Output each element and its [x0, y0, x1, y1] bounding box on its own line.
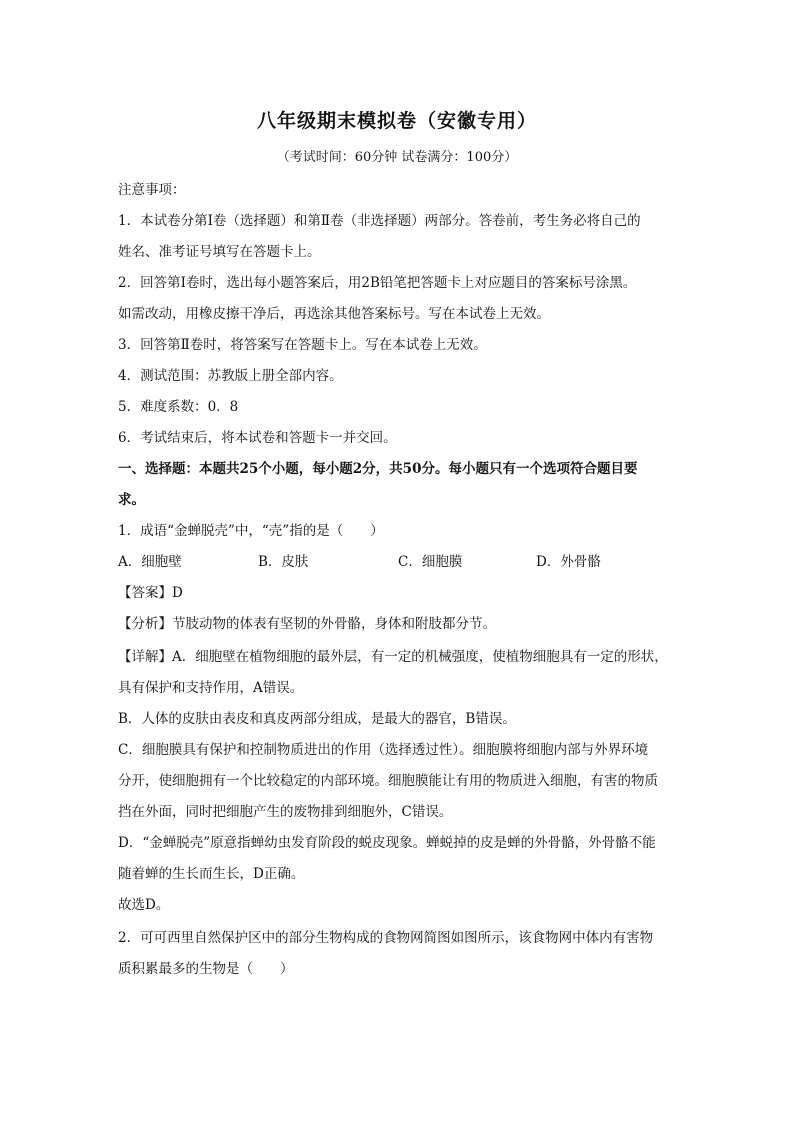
- detail-line: D．“金蝉脱壳”原意指蝉幼虫发育阶段的蜕皮现象。蝉蜕掉的皮是蝉的外骨骼，外骨骼不能: [118, 835, 656, 851]
- option-a: A．细胞壁: [118, 554, 182, 570]
- detail-line: B．人体的皮肤由表皮和真皮两部分组成，是最大的器官，B错误。: [118, 711, 516, 727]
- note-line: 1．本试卷分第Ⅰ卷（选择题）和第Ⅱ卷（非选择题）两部分。答卷前，考生务必将自己的: [118, 213, 641, 229]
- exam-info: （考试时间：60分钟 试卷满分：100分）: [276, 150, 518, 165]
- answer: 【答案】D: [118, 585, 183, 601]
- detail-line: 挡在外面，同时把细胞产生的废物排到细胞外，C错误。: [118, 804, 453, 820]
- conclusion: 故选D。: [118, 897, 170, 913]
- analysis: 【分析】节肢动物的体表有坚韧的外骨骼，身体和附肢都分节。: [118, 616, 496, 632]
- page-title: 八年级期末模拟卷（安徽专用）: [256, 110, 537, 132]
- section-heading-cont: 求。: [118, 492, 145, 508]
- option-d: D．外骨骼: [536, 554, 601, 570]
- detail-line: 随着蝉的生长而生长，D正确。: [118, 866, 305, 882]
- detail-line: 具有保护和支持作用，A错误。: [118, 680, 304, 696]
- note-line: 6．考试结束后，将本试卷和答题卡一并交回。: [118, 430, 397, 446]
- question-1-options: [118, 550, 678, 570]
- note-line: 4．测试范围：苏教版上册全部内容。: [118, 368, 343, 384]
- detail-line: C．细胞膜具有保护和控制物质进出的作用（选择透过性）。细胞膜将细胞内部与外界环境: [118, 742, 649, 758]
- note-line: 如需改动，用橡皮擦干净后，再选涂其他答案标号。写在本试卷上无效。: [118, 306, 550, 322]
- question-2-stem-cont: 质积累最多的生物是（ ）: [118, 961, 294, 977]
- note-line: 2．回答第Ⅰ卷时，选出每小题答案后，用2B铅笔把答题卡上对应题目的答案标号涂黑。: [118, 275, 637, 291]
- question-1-stem: 1．成语“金蝉脱壳”中，“壳”指的是（ ）: [118, 523, 384, 539]
- note-line: 5．难度系数：0．8: [118, 399, 239, 415]
- option-b: B．皮肤: [258, 554, 309, 570]
- question-2-stem: 2．可可西里自然保护区中的部分生物构成的食物网简图如图所示，该食物网中体内有害物: [118, 930, 654, 946]
- detail-line: 分开，使细胞拥有一个比较稳定的内部环境。细胞膜能让有用的物质进入细胞，有害的物质: [118, 773, 658, 789]
- option-c: C．细胞膜: [398, 554, 463, 570]
- note-line: 3．回答第Ⅱ卷时，将答案写在答题卡上。写在本试卷上无效。: [118, 337, 487, 353]
- notes-heading: 注意事项：: [118, 182, 186, 198]
- section-heading: 一、选择题：本题共25个小题，每小题2分，共50分。每小题只有一个选项符合题目要: [118, 461, 638, 477]
- note-line: 姓名、准考证号填写在答题卡上。: [118, 244, 321, 260]
- detail-line: 【详解】A．细胞壁在植物细胞的最外层，有一定的机械强度，使植物细胞具有一定的形状，: [118, 649, 668, 665]
